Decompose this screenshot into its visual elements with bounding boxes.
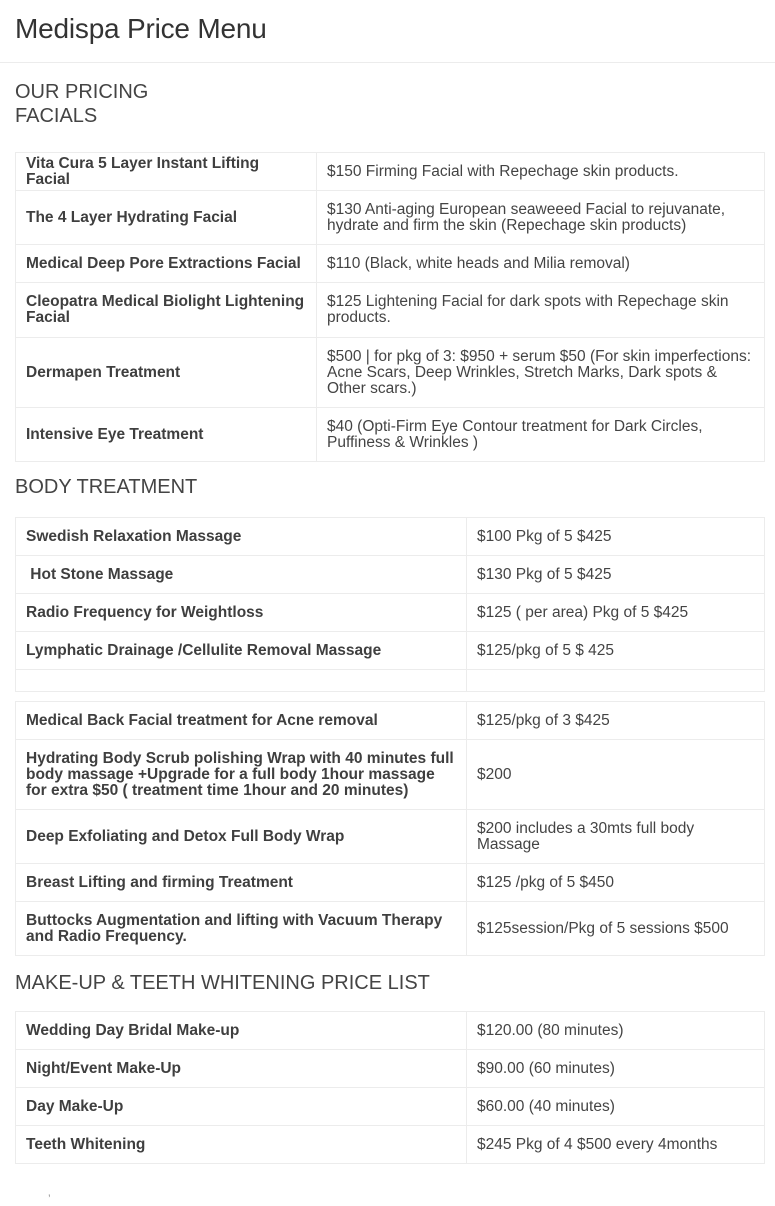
table-row: [16, 1126, 765, 1164]
treatment-name: Hydrating Body Scrub polishing Wrap with 40 minutes full body massage +Upgrade for a full body 1hour massage for extra $50 ( treatment time 1hour and 20 minutes): [16, 740, 467, 810]
treatment-name: Cleopatra Medical Biolight Lightening Facial: [16, 283, 317, 338]
makeup-heading: MAKE-UP & TEETH WHITENING PRICE LIST: [15, 972, 430, 994]
treatment-price: $125/pkg of 3 $425: [467, 702, 765, 740]
our-pricing-heading: OUR PRICING: [15, 81, 149, 103]
table-row: [16, 191, 765, 245]
table-row: [16, 810, 765, 864]
treatment-price: $245 Pkg of 4 $500 every 4months: [467, 1126, 765, 1164]
treatment-name: Buttocks Augmentation and lifting with Vacuum Therapy and Radio Frequency.: [16, 902, 467, 956]
treatment-name: Deep Exfoliating and Detox Full Body Wrap: [16, 810, 467, 864]
treatment-name: Teeth Whitening: [16, 1126, 467, 1164]
table-row-empty: [16, 670, 765, 692]
treatment-name: Radio Frequency for Weightloss: [16, 594, 467, 632]
price-menu-content: [0, 63, 775, 1164]
table-row: [16, 1050, 765, 1088]
facials-heading: FACIALS: [15, 105, 98, 127]
treatment-price: $110 (Black, white heads and Milia removal): [317, 245, 765, 283]
treatment-price: $125/pkg of 5 $ 425: [467, 632, 765, 670]
treatment-price: $500 | for pkg of 3: $950 + serum $50 (For skin imperfections: Acne Scars, Deep Wrinkles, Stretch Marks, Dark spots & Other scars.): [317, 338, 765, 408]
treatment-name: Intensive Eye Treatment: [16, 408, 317, 462]
treatment-price: $40 (Opti-Firm Eye Contour treatment for Dark Circles, Puffiness & Wrinkles ): [317, 408, 765, 462]
treatment-price: [467, 670, 765, 692]
table-row: [16, 518, 765, 556]
treatment-price: $125 Lightening Facial for dark spots with Repechage skin products.: [317, 283, 765, 338]
treatment-name: Wedding Day Bridal Make-up: [16, 1012, 467, 1050]
table-row: [16, 594, 765, 632]
treatment-price: $125session/Pkg of 5 sessions $500: [467, 902, 765, 956]
table-row: [16, 283, 765, 338]
treatment-name: Hot Stone Massage: [16, 556, 467, 594]
body-treatment-table-2: [15, 701, 765, 956]
table-row: [16, 245, 765, 283]
table-row: [16, 740, 765, 810]
treatment-name: Medical Deep Pore Extractions Facial: [16, 245, 317, 283]
page-header: [0, 0, 775, 63]
treatment-name: Lymphatic Drainage /Cellulite Removal Massage: [16, 632, 467, 670]
table-row: [16, 632, 765, 670]
treatment-price: $130 Pkg of 5 $425: [467, 556, 765, 594]
treatment-price: $90.00 (60 minutes): [467, 1050, 765, 1088]
treatment-name: Vita Cura 5 Layer Instant Lifting Facial: [16, 153, 317, 191]
treatment-price: $100 Pkg of 5 $425: [467, 518, 765, 556]
treatment-price: $125 /pkg of 5 $450: [467, 864, 765, 902]
table-row: [16, 902, 765, 956]
treatment-name: Dermapen Treatment: [16, 338, 317, 408]
treatment-price: $60.00 (40 minutes): [467, 1088, 765, 1126]
table-row: [16, 408, 765, 462]
body-treatment-heading: BODY TREATMENT: [15, 476, 198, 498]
table-row: [16, 864, 765, 902]
table-row: [16, 556, 765, 594]
treatment-price: $120.00 (80 minutes): [467, 1012, 765, 1050]
treatment-price: $130 Anti-aging European seaweeed Facial to rejuvanate, hydrate and firm the skin (Repechage skin products): [317, 191, 765, 245]
treatment-price: $150 Firming Facial with Repechage skin products.: [317, 153, 765, 191]
makeup-price-table: [15, 1011, 765, 1164]
treatment-price: $125 ( per area) Pkg of 5 $425: [467, 594, 765, 632]
treatment-name: Night/Event Make-Up: [16, 1050, 467, 1088]
page-title: Medispa Price Menu: [15, 13, 267, 44]
treatment-name: Day Make-Up: [16, 1088, 467, 1126]
table-row: [16, 1012, 765, 1050]
body-treatment-table: [15, 517, 765, 692]
table-row: [16, 702, 765, 740]
table-row: [16, 1088, 765, 1126]
treatment-name: Swedish Relaxation Massage: [16, 518, 467, 556]
treatment-price: $200 includes a 30mts full body Massage: [467, 810, 765, 864]
treatment-price: $200: [467, 740, 765, 810]
treatment-name: Medical Back Facial treatment for Acne removal: [16, 702, 467, 740]
footer-glyph: ’: [48, 1192, 51, 1206]
table-row: [16, 338, 765, 408]
facials-price-table: [15, 152, 765, 462]
treatment-name: The 4 Layer Hydrating Facial: [16, 191, 317, 245]
treatment-name: [16, 670, 467, 692]
treatment-name: Breast Lifting and firming Treatment: [16, 864, 467, 902]
table-row: [16, 153, 765, 191]
